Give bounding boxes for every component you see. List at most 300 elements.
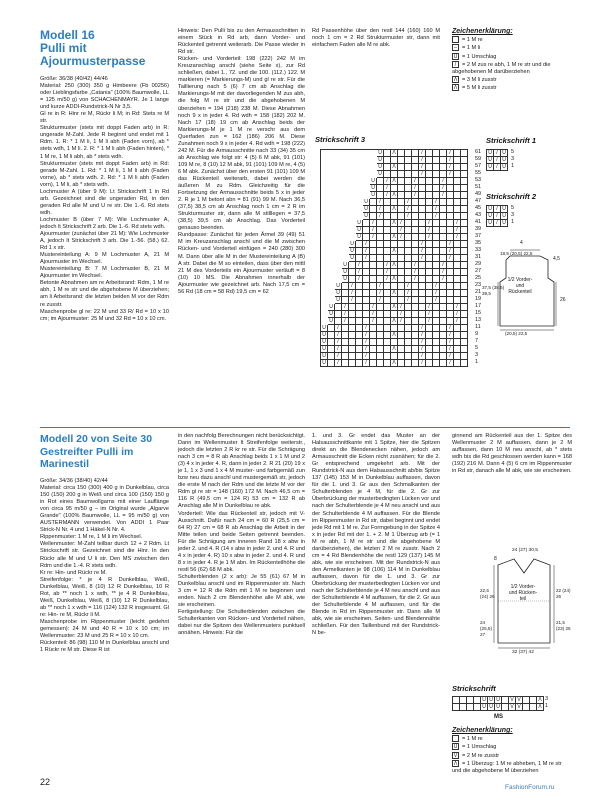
chart-cell: / — [419, 157, 426, 164]
chart-cell — [460, 697, 467, 704]
chart-cell — [433, 255, 440, 262]
chart-cell: / — [370, 234, 377, 241]
chart-cell — [356, 164, 363, 171]
row-number: 21 — [475, 289, 482, 295]
chart-cell — [461, 255, 468, 262]
chart-cell — [426, 206, 433, 213]
chart-cell: V — [509, 697, 516, 704]
row-number: 1 — [475, 359, 479, 365]
chart-cell — [391, 297, 398, 304]
chart-cell: Λ — [391, 290, 398, 297]
chart-rownums-sc2 — [511, 205, 514, 226]
chart-cell — [328, 241, 335, 248]
chart-cell — [440, 150, 447, 157]
chart-cell: V — [516, 704, 523, 711]
legend-text: = 1 M re — [462, 37, 483, 44]
chart-cell: / — [419, 241, 426, 248]
chart-cell — [412, 318, 419, 325]
chart-cell — [377, 255, 384, 262]
chart-cell — [328, 325, 335, 332]
chart-cell — [454, 206, 461, 213]
chart-cell — [398, 360, 405, 367]
chart-cell — [412, 157, 419, 164]
model20-header — [40, 433, 180, 470]
model20-label: Modell 20 von Seite 30 — [40, 433, 153, 445]
chart-cell — [412, 255, 419, 262]
schema2-label-left2: 24 (25,5) 27 — [480, 620, 493, 637]
paragraph: Größe: 34/36 (38/40) 42/44 — [40, 478, 108, 484]
chart-cell — [370, 353, 377, 360]
chart-cell — [433, 178, 440, 185]
chart-cell: / — [426, 304, 433, 311]
chart-cell: / — [405, 283, 412, 290]
chart-cell — [440, 164, 447, 171]
chart-cell: / — [384, 269, 391, 276]
chart-cell — [384, 150, 391, 157]
chart-cell: / — [398, 234, 405, 241]
chart-rownums-sc1 — [511, 149, 514, 170]
chart-cell — [398, 339, 405, 346]
chart-cell — [426, 290, 433, 297]
chart-cell — [426, 150, 433, 157]
paragraph: 1. und 3. Gr endet das Muster an der Halsausschnittkante mit 1 Spitze, hier die Spitzen direkt an die Blendenecken nähen, jedoch am Armausschnitt die Ecken nicht zusnähen; für die 2. Gr entsprechend umgekehrt arb. Mit der Rundstrick-N aus dem Halsausschnitt ab/bis Spitze 137 (145) 153 M in Dunkelblau auffassen, davon für die 1. und 3. Gr aus den Schmalkanten der Schulterblenden je 4 M, für die 2. Gr zur Überbrückung der musterbedingten Lücken vor und nach der Schulterblende je 4 M neu anschl und aus der Schulterblende 4 M auffassen. Für die Blende im Rippenmuster in Rd str, dabei beginnt und endet jede Rd mit 1 M re. Zur Formgebung in der Spitze 4 x in jeder Rd mit der 1. + 2. M 1 Überzug arb (= 1 M re abh, 1 M re str und die abgehobene M darüberziehen), die letzten 2 M re zusstr. Nach 2 cm = 4 Rd Blendenhöhe die restl 129 (137) 145 M abk, wie sie erscheinen. Mit der Rundstrick-N aus den Armelkanten je 98 (106) 114 M in Dunkelblau auffassen, davon für die 1. und 3. Gr zur Überbrückung der musterbedingten Lücken vor und nach der Schulterblende je 4 M neu anschl und aus der Schulterblende 4 M auffassen, für die 2. Gr aus der Schulterblende 4 M auffassen, und für die Blende in Rd im Rippenmuster str. Dann alle M abk, wie sie erscheinen. Seiten- und Blendennähte schließen. Für den Taillenbund mit der Rundstrick-N be- — [312, 433, 440, 637]
chart-cell — [321, 178, 328, 185]
chart-cell: Λ — [391, 248, 398, 255]
chart-cell — [342, 185, 349, 192]
chart-cell — [377, 360, 384, 367]
chart-cell — [454, 276, 461, 283]
chart-cell — [440, 206, 447, 213]
chart-cell: / — [419, 360, 426, 367]
chart-cell — [461, 150, 468, 157]
chart-cell — [335, 255, 342, 262]
schema2-label-top: 24 (27) 30,5 — [512, 548, 538, 553]
row-number: 59 — [475, 156, 482, 162]
chart-cell: / — [447, 346, 454, 353]
chart-cell: U — [377, 171, 384, 178]
chart-cell — [363, 318, 370, 325]
chart-cell — [349, 157, 356, 164]
row-number: 51 — [475, 184, 482, 190]
chart-cell — [342, 157, 349, 164]
chart-cell — [391, 269, 398, 276]
chart-cell: / — [447, 339, 454, 346]
chart-cell — [474, 697, 481, 704]
ssk-symbol-icon: Λ — [453, 760, 458, 767]
chart-cell: / — [342, 311, 349, 318]
chart-cell — [328, 178, 335, 185]
chart-cell — [461, 332, 468, 339]
schema1-label-top2: 4,5 — [553, 256, 560, 262]
chart-cell — [356, 255, 363, 262]
chart-cell — [342, 199, 349, 206]
chart-cell: / — [447, 171, 454, 178]
chart-cell — [460, 704, 467, 711]
chart-cell — [398, 255, 405, 262]
model16-column-2 — [178, 28, 305, 296]
schema2-label-neck: 8 — [494, 556, 497, 562]
chart-cell — [440, 283, 447, 290]
chart-cell — [391, 227, 398, 234]
chart-cell: Λ — [391, 150, 398, 157]
chart-cell — [433, 353, 440, 360]
chart-cell: / — [363, 325, 370, 332]
chart-cell — [384, 206, 391, 213]
chart-cell — [377, 262, 384, 269]
row-number: 29 — [475, 261, 482, 267]
chart-cell — [426, 325, 433, 332]
chart-cell — [530, 704, 537, 711]
chart-cell: U — [321, 332, 328, 339]
chart-cell — [447, 276, 454, 283]
paragraph: Strukturmuster (stets mit doppt Faden arb) in R: ungerade M-Zahl. Jede R beginnt und endet mit 1 Rdm. 1. R: * 1 M li, 1 M li abh (Faden vorn), ab * stets wdh, 1 M li. 2. R: * 1 M li abh (Faden hinten), * 1 M re, 1 M li abh, ab * stets wdh. — [40, 125, 169, 160]
chart-cell — [461, 213, 468, 220]
chart-cell — [454, 157, 461, 164]
chart-cell: / — [419, 353, 426, 360]
chart-cell: / — [426, 227, 433, 234]
chart-cell — [391, 199, 398, 206]
chart-cell — [454, 339, 461, 346]
chart-cell — [426, 192, 433, 199]
chart-cell — [349, 227, 356, 234]
chart-cell — [377, 248, 384, 255]
chart-cell — [447, 304, 454, 311]
chart-cell — [384, 290, 391, 297]
chart-cell — [523, 697, 530, 704]
chart-cell — [412, 290, 419, 297]
chart-cell — [412, 220, 419, 227]
chart-cell: Λ — [391, 220, 398, 227]
chart-cell — [419, 234, 426, 241]
chart-cell: / — [363, 339, 370, 346]
paragraph: Material: 250 (300) 350 g Himbeere (Fb 00256) oder Lieblingsfarbe „Catania" (100% Baumwolle, LL = 125 m/50 g) von SCHACHENMAYR. Je 1 lange und kurze ADDI-Rundstrick-N Nr 3,5. — [40, 83, 169, 111]
row-number: 25 — [475, 275, 482, 281]
chart-cell — [391, 283, 398, 290]
row-number: 3 — [545, 696, 549, 702]
chart-cell: U — [377, 164, 384, 171]
chart-cell — [461, 339, 468, 346]
chart-cell — [440, 290, 447, 297]
row-number: 23 — [475, 282, 482, 288]
chart-cell — [342, 283, 349, 290]
chart-cell: / — [342, 318, 349, 325]
chart-cell — [405, 185, 412, 192]
chart-cell — [454, 297, 461, 304]
chart-cell — [335, 241, 342, 248]
chart-cell — [370, 171, 377, 178]
chart-cell — [349, 192, 356, 199]
chart-cell — [321, 311, 328, 318]
chart-cell — [419, 311, 426, 318]
chart-cell: U — [495, 697, 502, 704]
paragraph: Lochmuster A (über 9 M): Lt Strickschrift 1 in Rd arb. Gezeichnet sind die ungeraden Rd, in den geraden Rd alle M und U re str. Die 1.-6. Rd stets wdh. — [40, 188, 169, 216]
legend-title: Zeichenerklärung: — [452, 727, 513, 734]
model20-column-3 — [312, 433, 440, 637]
chart-cell — [342, 164, 349, 171]
model16-column-3 — [312, 28, 440, 49]
chart-cell — [321, 269, 328, 276]
chart-cell — [433, 318, 440, 325]
chart-cell — [461, 318, 468, 325]
chart-cell — [370, 276, 377, 283]
row-number: 61 — [475, 149, 482, 155]
chart-cell — [356, 171, 363, 178]
chart-cell — [405, 178, 412, 185]
chart-cell — [349, 276, 356, 283]
paragraph: Größe: 36/38 (40/42) 44/46 — [40, 76, 108, 82]
chart-cell — [433, 304, 440, 311]
model20-title-line1: Gestreifter Pulli im — [40, 446, 134, 458]
row-number: 5 — [475, 345, 479, 351]
chart-cell — [405, 325, 412, 332]
legend-text: = 1 Umschlag — [462, 53, 497, 60]
legend-title: Zeichenerklärung: — [452, 28, 513, 35]
chart-cell: Λ — [391, 304, 398, 311]
chart-cell — [335, 311, 342, 318]
chart-cell — [398, 157, 405, 164]
chart-cell — [426, 269, 433, 276]
chart-cell: U — [481, 697, 488, 704]
chart-cell: Λ — [391, 192, 398, 199]
chart-cell — [377, 178, 384, 185]
chart-cell — [321, 304, 328, 311]
chart-cell: / — [412, 276, 419, 283]
chart-cell — [440, 318, 447, 325]
chart-cell: Λ — [391, 178, 398, 185]
chart-cell — [356, 360, 363, 367]
chart-cell — [328, 164, 335, 171]
chart-cell — [398, 192, 405, 199]
chart-cell — [356, 283, 363, 290]
chart-cell: Λ — [391, 346, 398, 353]
chart-cell — [474, 704, 481, 711]
chart-cell — [321, 248, 328, 255]
chart-cell — [321, 213, 328, 220]
row-number: 17 — [475, 303, 482, 309]
chart-cell — [461, 353, 468, 360]
chart-cell — [447, 178, 454, 185]
chart-cell: / — [405, 297, 412, 304]
chart-cell — [426, 276, 433, 283]
chart-cell — [349, 185, 356, 192]
chart-cell: Λ — [391, 332, 398, 339]
chart-cell: / — [335, 339, 342, 346]
chart-cell — [412, 346, 419, 353]
chart-cell — [447, 213, 454, 220]
chart-cell — [349, 220, 356, 227]
chart-cell: U — [363, 206, 370, 213]
chart-cell — [335, 262, 342, 269]
chart-cell: Λ — [537, 704, 544, 711]
chart-cell — [447, 206, 454, 213]
chart-cell — [461, 227, 468, 234]
chart-cell: / — [454, 234, 461, 241]
chart-cell: Λ — [391, 262, 398, 269]
row-number: 3 — [475, 352, 479, 358]
chart-grid-sc3 — [320, 149, 468, 367]
chart-cell — [349, 346, 356, 353]
chart-cell — [405, 255, 412, 262]
chart-cell — [447, 262, 454, 269]
pattern-repeat-label: MS — [494, 714, 503, 720]
chart-cell — [461, 178, 468, 185]
chart-cell: / — [370, 304, 377, 311]
chart-cell — [335, 185, 342, 192]
chart-cell: / — [412, 178, 419, 185]
chart-cell — [440, 255, 447, 262]
page-number: 22 — [40, 777, 51, 787]
chart-cell: / — [426, 234, 433, 241]
chart-cell — [447, 220, 454, 227]
chart-cell — [321, 297, 328, 304]
chart-cell — [342, 332, 349, 339]
chart-cell — [405, 318, 412, 325]
chart-cell — [440, 248, 447, 255]
chart-cell — [384, 304, 391, 311]
chart-cell — [342, 353, 349, 360]
chart-cell: U — [488, 697, 495, 704]
chart-cell: / — [419, 255, 426, 262]
chart-cell — [321, 290, 328, 297]
chart-cell: U — [342, 276, 349, 283]
chart-cell — [356, 241, 363, 248]
chart-cell: V — [509, 704, 516, 711]
chart-cell — [426, 157, 433, 164]
chart-cell — [433, 276, 440, 283]
chart-cell — [440, 332, 447, 339]
chart-cell — [377, 227, 384, 234]
chart-cell: / — [447, 164, 454, 171]
legend-text: = 5 M li zusstr — [462, 85, 497, 91]
model20-column-4 — [452, 433, 572, 475]
chart-cell — [405, 339, 412, 346]
chart-cell — [349, 234, 356, 241]
chart-cell — [321, 192, 328, 199]
chart-cell — [433, 171, 440, 178]
chart-cell: / — [405, 206, 412, 213]
chart-cell — [328, 283, 335, 290]
chart-cell — [384, 171, 391, 178]
chart-cell — [454, 332, 461, 339]
chart-cell — [440, 311, 447, 318]
chart-cell — [454, 178, 461, 185]
chart-cell — [412, 297, 419, 304]
chart-cell: / — [363, 360, 370, 367]
chart-cell — [321, 276, 328, 283]
chart-cell — [440, 304, 447, 311]
chart-cell: / — [342, 304, 349, 311]
chart-cell — [363, 171, 370, 178]
chart-cell: / — [419, 171, 426, 178]
chart-cell — [356, 248, 363, 255]
chart-cell: / — [405, 213, 412, 220]
schema1-label-bottom: (20,5) 22,5 — [505, 331, 528, 336]
chart-cell — [405, 269, 412, 276]
chart-cell — [523, 704, 530, 711]
chart-cell: / — [454, 311, 461, 318]
chart-cell — [433, 220, 440, 227]
chart-cell — [461, 206, 468, 213]
chart-cell — [440, 241, 447, 248]
chart-cell: Λ — [391, 164, 398, 171]
paragraph: Kr re: Hin- und Rückr re M. — [40, 569, 107, 576]
chart-cell — [342, 346, 349, 353]
chart-cell — [377, 192, 384, 199]
chart-cell — [426, 199, 433, 206]
chart-cell — [426, 248, 433, 255]
chart-cell: / — [447, 353, 454, 360]
k2tog-symbol-icon: V — [453, 752, 458, 759]
chart-cell — [384, 157, 391, 164]
chart-cell: / — [335, 332, 342, 339]
chart-cell — [321, 318, 328, 325]
legend-item — [452, 61, 572, 76]
chart-cell — [377, 185, 384, 192]
chart-cell — [328, 262, 335, 269]
yarnover-symbol-icon: U — [453, 53, 458, 60]
chart-cell — [370, 241, 377, 248]
chart-cell — [426, 178, 433, 185]
chart-cell: / — [370, 311, 377, 318]
chart-cell: / — [440, 262, 447, 269]
row-number: 31 — [475, 254, 482, 260]
chart-cell — [398, 269, 405, 276]
chart-cell — [384, 164, 391, 171]
chart-cell — [377, 241, 384, 248]
chart-cell — [370, 262, 377, 269]
chart-cell — [426, 164, 433, 171]
chart-cell — [349, 360, 356, 367]
chart-cell — [447, 227, 454, 234]
row-number: 9 — [475, 331, 479, 337]
chart-cell — [356, 311, 363, 318]
chart-cell — [447, 290, 454, 297]
row-number: 43 — [475, 212, 482, 218]
chart-cell — [349, 150, 356, 157]
paragraph: Maschenprobe im Rippenmuster (leicht gedehnt gemessen): 24 M und 40 R = 10 x 10 cm; im Wellenmuster: 23 M und 25 R = 10 x 10 cm. — [40, 618, 169, 640]
chart-cell: / — [440, 276, 447, 283]
schema2-label-part: 1/2 Vorder- und Rücken-teil — [508, 584, 538, 602]
chart-cell — [440, 157, 447, 164]
chart-cell — [440, 227, 447, 234]
chart-cell — [419, 213, 426, 220]
chart-cell: / — [363, 332, 370, 339]
chart-cell — [342, 171, 349, 178]
chart-cell — [440, 171, 447, 178]
chart-cell — [349, 199, 356, 206]
five-together-symbol-icon: Λ — [453, 85, 458, 92]
chart-cell — [349, 332, 356, 339]
chart-cell — [342, 339, 349, 346]
chart-cell — [426, 339, 433, 346]
chart-cell: U — [335, 283, 342, 290]
chart-cell — [405, 220, 412, 227]
chart-cell — [328, 332, 335, 339]
chart-cell — [335, 248, 342, 255]
chart-cell — [398, 297, 405, 304]
chart-cell — [321, 185, 328, 192]
chart-cell — [391, 171, 398, 178]
model20-column-2 — [178, 433, 305, 637]
chart-cell: / — [447, 248, 454, 255]
chart-cell: / — [356, 276, 363, 283]
chart-cell — [335, 171, 342, 178]
chart-cell — [398, 241, 405, 248]
chart-cell: / — [398, 318, 405, 325]
chart-cell — [398, 353, 405, 360]
chart-cell — [356, 318, 363, 325]
chart-cell — [370, 164, 377, 171]
